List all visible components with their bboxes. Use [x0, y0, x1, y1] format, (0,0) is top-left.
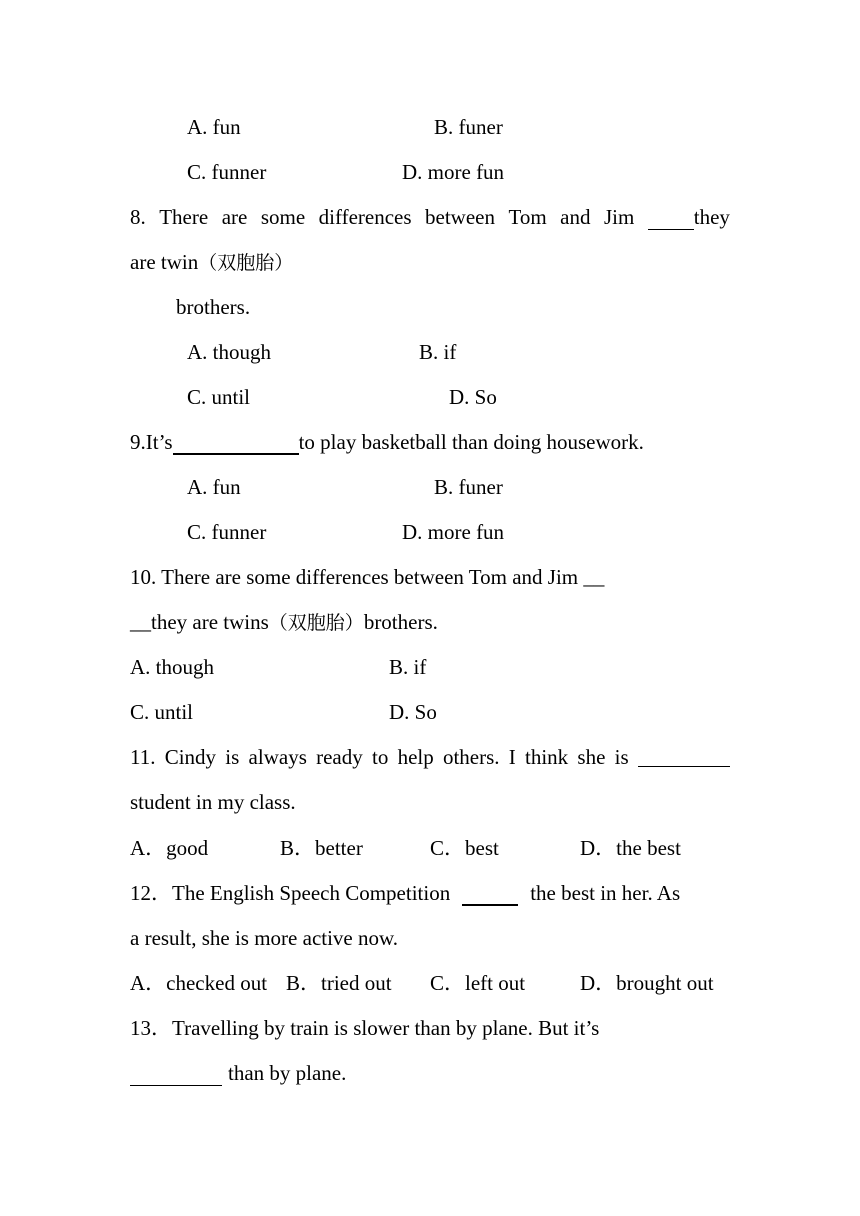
- option-a: A．good: [130, 836, 209, 860]
- option-c: C. until: [187, 385, 251, 409]
- q8-word: and: [560, 205, 591, 229]
- option-b: B. funer: [434, 475, 503, 499]
- q8-word: are: [221, 205, 248, 229]
- option-b: B. funer: [434, 115, 503, 139]
- option-c: C. funner: [187, 160, 267, 184]
- q8-cjk-gloss: （双胞胎）: [198, 252, 294, 274]
- option-a: A．checked out: [130, 971, 268, 995]
- option-d: D．the best: [580, 836, 681, 860]
- option-c: C. until: [130, 700, 194, 724]
- q11-word-group: [130, 744, 155, 770]
- option-a: A. though: [187, 340, 271, 364]
- question-13-line2: [130, 1060, 346, 1086]
- q11-word: I: [508, 745, 516, 769]
- question-9: [130, 429, 644, 455]
- answer-blank[interactable]: [130, 1063, 222, 1086]
- q8-word: differences: [318, 205, 412, 229]
- option-b: B．tried out: [286, 971, 392, 995]
- q11-number-dot: .: [150, 745, 156, 769]
- question-12-line1: [130, 880, 680, 906]
- q8-word: There: [159, 205, 209, 229]
- q11-word: help: [397, 745, 434, 769]
- question-13-line1: 13．Travelling by train is slower than by plane. But it’s: [130, 1016, 600, 1040]
- q8-word: Tom: [508, 205, 547, 229]
- option-d: D. So: [449, 385, 497, 409]
- q11-word: is: [225, 745, 240, 769]
- option-a: A. fun: [187, 115, 241, 139]
- q8-blank-group: [648, 204, 730, 230]
- answer-blank[interactable]: [173, 431, 299, 455]
- option-d: D. more fun: [402, 160, 505, 184]
- q13-line2-end: than by plane.: [228, 1061, 347, 1085]
- question-11-line1: [130, 744, 730, 770]
- q9-start: 9.It’s: [130, 430, 173, 454]
- answer-blank[interactable]: [648, 207, 694, 230]
- question-10-line1: 10. There are some differences between Tom and Jim __: [130, 565, 605, 589]
- q12-line1-end: the best in her. As: [530, 881, 681, 905]
- q8-after-blank: they: [693, 205, 730, 229]
- q11-word: Cindy: [164, 745, 217, 769]
- option-c: C．best: [430, 836, 499, 860]
- question-10-line2: [130, 609, 438, 636]
- question-8-line2: [130, 249, 293, 276]
- q9-end: to play basketball than doing housework.: [298, 430, 644, 454]
- q11-word: others.: [442, 745, 500, 769]
- q10-line2-start: __they are twins: [130, 610, 269, 634]
- q11-word: think: [525, 745, 569, 769]
- option-b: B．better: [280, 836, 363, 860]
- question-8-line1: [130, 204, 730, 230]
- option-b: B. if: [389, 655, 427, 679]
- question-12-line2: a result, she is more active now.: [130, 926, 399, 950]
- q8-word: some: [260, 205, 306, 229]
- q10-cjk-gloss: （双胞胎）: [268, 612, 364, 634]
- option-c: C. funner: [187, 520, 267, 544]
- q11-word: always: [248, 745, 307, 769]
- q11-word: 11: [130, 745, 151, 769]
- option-d: D．brought out: [580, 971, 714, 995]
- q8-word: between: [425, 205, 495, 229]
- question-11-line2: student in my class.: [130, 790, 296, 814]
- option-c: C．left out: [430, 971, 526, 995]
- q8-line2-text: are twin: [130, 250, 199, 274]
- option-a: A. though: [130, 655, 214, 679]
- q8-word: 8.: [130, 205, 146, 229]
- q11-word: she: [577, 745, 606, 769]
- q11-word: is: [614, 745, 629, 769]
- q12-line1-start: 12．The English Speech Competition: [130, 881, 451, 905]
- option-a: A. fun: [187, 475, 241, 499]
- option-d: D. So: [389, 700, 437, 724]
- q11-word: ready: [316, 745, 363, 769]
- q11-word: to: [371, 745, 389, 769]
- option-b: B. if: [419, 340, 457, 364]
- question-8-line3: brothers.: [176, 295, 251, 319]
- q8-word: Jim: [603, 205, 635, 229]
- q10-line2-end: brothers.: [363, 610, 438, 634]
- answer-blank[interactable]: [462, 882, 518, 906]
- option-d: D. more fun: [402, 520, 505, 544]
- answer-blank[interactable]: [638, 744, 730, 767]
